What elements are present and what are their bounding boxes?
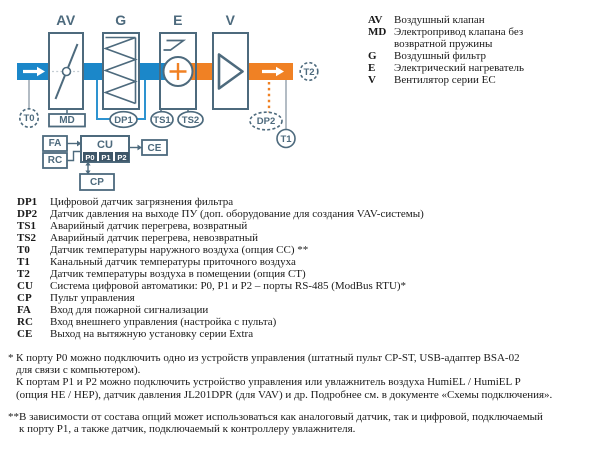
definition-key: DP2: [17, 208, 38, 220]
definition-key: CU: [17, 280, 33, 292]
definition-row: [17, 316, 592, 328]
ts2-label: TS2: [181, 114, 200, 126]
abbreviation-definitions: [17, 196, 592, 340]
definition-key: DP1: [17, 196, 38, 208]
definition-desc: Аварийный датчик перегрева, возвратный: [50, 220, 248, 232]
footnote-line: к порту P1, а также датчик, подключаемый к контроллеру увлажнителя.: [19, 423, 356, 436]
footnotes: [8, 352, 596, 435]
definition-key: RC: [17, 316, 33, 328]
t2-label: T2: [303, 66, 315, 78]
definition-key: CE: [17, 328, 33, 340]
rc-label: RC: [47, 155, 63, 166]
footnote-line: (опция НЕ / НЕР), датчик давления JL201DPR (для VAV) и др. Подробнее см. в документе «Схемы подключения».: [16, 388, 553, 401]
definition-key: FA: [17, 304, 31, 316]
legend-desc: Вентилятор серии ЕС: [394, 74, 496, 86]
fa-label: FA: [48, 138, 62, 149]
footnote-line: для связи с компьютером).: [16, 364, 141, 377]
ts1-label: TS1: [153, 114, 171, 126]
filter-box: [103, 33, 139, 109]
t0-label: T0: [23, 113, 35, 124]
footnote-single-asterisk: [8, 352, 596, 401]
definition-row: [17, 244, 592, 256]
definition-row: [17, 292, 592, 304]
caption-fan: V: [225, 12, 236, 28]
definition-desc: Датчик температуры воздуха в помещении (опция СТ): [50, 268, 306, 280]
overheat-cutout-icon: [164, 41, 184, 51]
p1-port-label: P1: [101, 152, 111, 162]
ce-label: CE: [147, 142, 162, 154]
definition-desc: Канальный датчик температуры приточного воздуха: [50, 256, 296, 268]
definition-row: [17, 328, 592, 340]
caption-air-valve: AV: [56, 12, 76, 28]
definition-row: [17, 220, 592, 232]
dp2-label: DP2: [256, 116, 276, 127]
legend-desc: Электрический нагреватель: [394, 62, 524, 74]
legend-desc: Электропривод клапана без возвратной пружины: [394, 26, 524, 50]
cp-label: CP: [90, 177, 104, 188]
definition-desc: Пульт управления: [50, 292, 135, 304]
caption-heater: E: [173, 12, 183, 28]
definition-row: [17, 280, 592, 292]
definition-desc: Выход на вытяжную установку серии Extra: [50, 328, 254, 340]
heater-box: [160, 33, 196, 109]
legend-key: AV: [368, 14, 383, 26]
definition-desc: Вход для пожарной сигнализации: [50, 304, 209, 316]
definition-row: [17, 268, 592, 280]
definition-row: [17, 232, 592, 244]
p2-port-label: P2: [117, 152, 127, 162]
legend-item: [368, 26, 596, 50]
legend-item: [368, 50, 596, 62]
definition-row: [17, 256, 592, 268]
definition-key: T2: [17, 268, 30, 280]
p0-port-label: P0: [85, 152, 95, 162]
definition-desc: Система цифровой автоматики: P0, P1 и P2 – порты RS-485 (ModBus RTU)*: [50, 280, 407, 292]
legend-key: MD: [368, 26, 387, 38]
t1-label: T1: [280, 133, 292, 145]
footnote-marker: *: [8, 352, 14, 364]
legend-desc: Воздушный фильтр: [394, 50, 487, 62]
definition-row: [17, 196, 592, 208]
footnote-line: В зависимости от состава опций может использоваться как аналоговый датчик, так и цифровой, подключаемый: [19, 410, 543, 423]
footnote-double-asterisk: [8, 411, 596, 435]
definition-key: CP: [17, 292, 32, 304]
footnote-line: К портам P1 и P2 можно подключить устройство управления или увлажнитель воздуха HumiEL / HumiEL P: [16, 376, 521, 389]
md-label: MD: [59, 115, 75, 126]
damper-pivot-icon: [63, 68, 71, 76]
legend-item: [368, 14, 596, 26]
legend-desc: Воздушный клапан: [394, 14, 485, 26]
dp1-label: DP1: [114, 114, 133, 126]
definition-key: T1: [17, 256, 30, 268]
caption-filter: G: [115, 12, 127, 28]
legend-key: V: [368, 74, 376, 86]
air-valve-box: [49, 33, 83, 109]
footnote-marker: **: [8, 410, 19, 423]
definition-row: [17, 208, 592, 220]
definition-row: [17, 304, 592, 316]
legend-key: G: [368, 50, 377, 62]
legend-item: [368, 62, 596, 74]
cu-label: CU: [97, 139, 113, 151]
legend-key: E: [368, 62, 376, 74]
definition-desc: Вход внешнего управления (настройка с пульта): [50, 316, 277, 328]
definition-key: TS2: [17, 232, 36, 244]
definition-key: T0: [17, 244, 30, 256]
fan-box: [213, 33, 248, 109]
component-legend: [368, 14, 596, 86]
definition-desc: Аварийный датчик перегрева, невозвратный: [50, 232, 259, 244]
legend-item: [368, 74, 596, 86]
definition-key: TS1: [17, 220, 36, 232]
definition-desc: Датчик температуры наружного воздуха (опция СС) **: [50, 244, 309, 256]
definition-desc: Цифровой датчик загрязнения фильтра: [50, 196, 234, 208]
footnote-line: К порту P0 можно подключить одно из устройств управления (штатный пульт CP-ST, USB-адаптер BSA-02: [16, 352, 520, 364]
definition-desc: Датчик давления на выходе ПУ (доп. оборудование для создания VAV-системы): [50, 208, 424, 220]
